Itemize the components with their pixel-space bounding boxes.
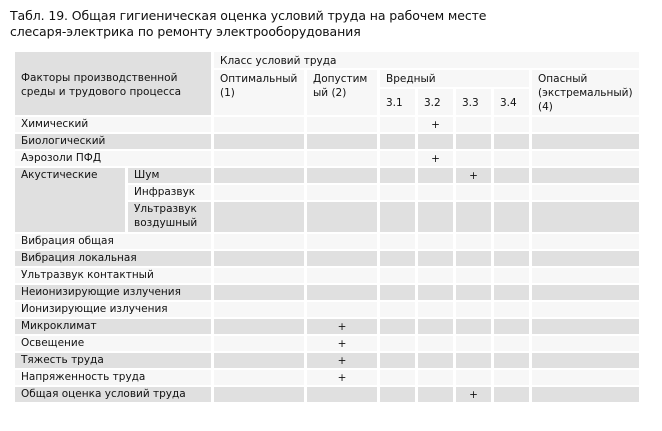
table-row: [15, 336, 639, 351]
table-row: [15, 251, 639, 266]
row-label: Общая оценка условий труда: [15, 387, 211, 402]
table-row: [15, 370, 639, 385]
optimal-header: Оптимальный (1): [214, 70, 304, 115]
row-sublabel: Шум: [128, 168, 211, 183]
table-row: [15, 168, 639, 183]
row-label: Вибрация общая: [15, 234, 211, 249]
table-row: [15, 302, 639, 317]
table-row: [15, 353, 639, 368]
table-row: [15, 151, 639, 166]
row-sublabel: Инфразвук: [128, 185, 211, 200]
row-mark: +: [307, 370, 377, 385]
caption-line-1: Табл. 19. Общая гигиеническая оценка условий труда на рабочем месте: [10, 8, 487, 23]
row-label: Освещение: [15, 336, 211, 351]
table-row: [15, 134, 639, 149]
table-caption: [10, 8, 486, 40]
row-label: Химический: [15, 117, 211, 132]
table-row: [15, 387, 639, 402]
row-label: Биологический: [15, 134, 211, 149]
row-label: Ионизирующие излучения: [15, 302, 211, 317]
row-mark: +: [456, 168, 491, 183]
row-mark: +: [456, 387, 491, 402]
row-label: Вибрация локальная: [15, 251, 211, 266]
subclass-3-1-header: 3.1: [380, 89, 415, 115]
working-conditions-table: [12, 50, 642, 404]
table-row: [15, 268, 639, 283]
harmful-header: Вредный: [380, 70, 529, 87]
row-label: Аэрозоли ПФД: [15, 151, 211, 166]
row-label: Акустические: [15, 168, 125, 232]
row-label: Напряженность труда: [15, 370, 211, 385]
dangerous-header: Опасный (экстремальный) (4): [532, 70, 639, 115]
allowable-header: Допустим ый (2): [307, 70, 377, 115]
row-label: Ультразвук контактный: [15, 268, 211, 283]
row-label: Тяжесть труда: [15, 353, 211, 368]
class-header: Класс условий труда: [214, 52, 639, 68]
caption-line-2: слесаря-электрика по ремонту электрооборудования: [10, 24, 361, 39]
row-mark: +: [418, 117, 453, 132]
subclass-3-3-header: 3.3: [456, 89, 491, 115]
row-label: Неионизирующие излучения: [15, 285, 211, 300]
row-mark: +: [418, 151, 453, 166]
factors-header: Факторы производственной среды и трудового процесса: [15, 52, 211, 115]
row-mark: +: [307, 336, 377, 351]
row-sublabel: Ультразвук воздушный: [128, 202, 211, 232]
table-row: [15, 234, 639, 249]
table-row: [15, 285, 639, 300]
row-mark: +: [307, 319, 377, 334]
table-row: [15, 117, 639, 132]
subclass-3-2-header: 3.2: [418, 89, 453, 115]
row-label: Микроклимат: [15, 319, 211, 334]
subclass-3-4-header: 3.4: [494, 89, 529, 115]
row-mark: +: [307, 353, 377, 368]
table-row: [15, 319, 639, 334]
